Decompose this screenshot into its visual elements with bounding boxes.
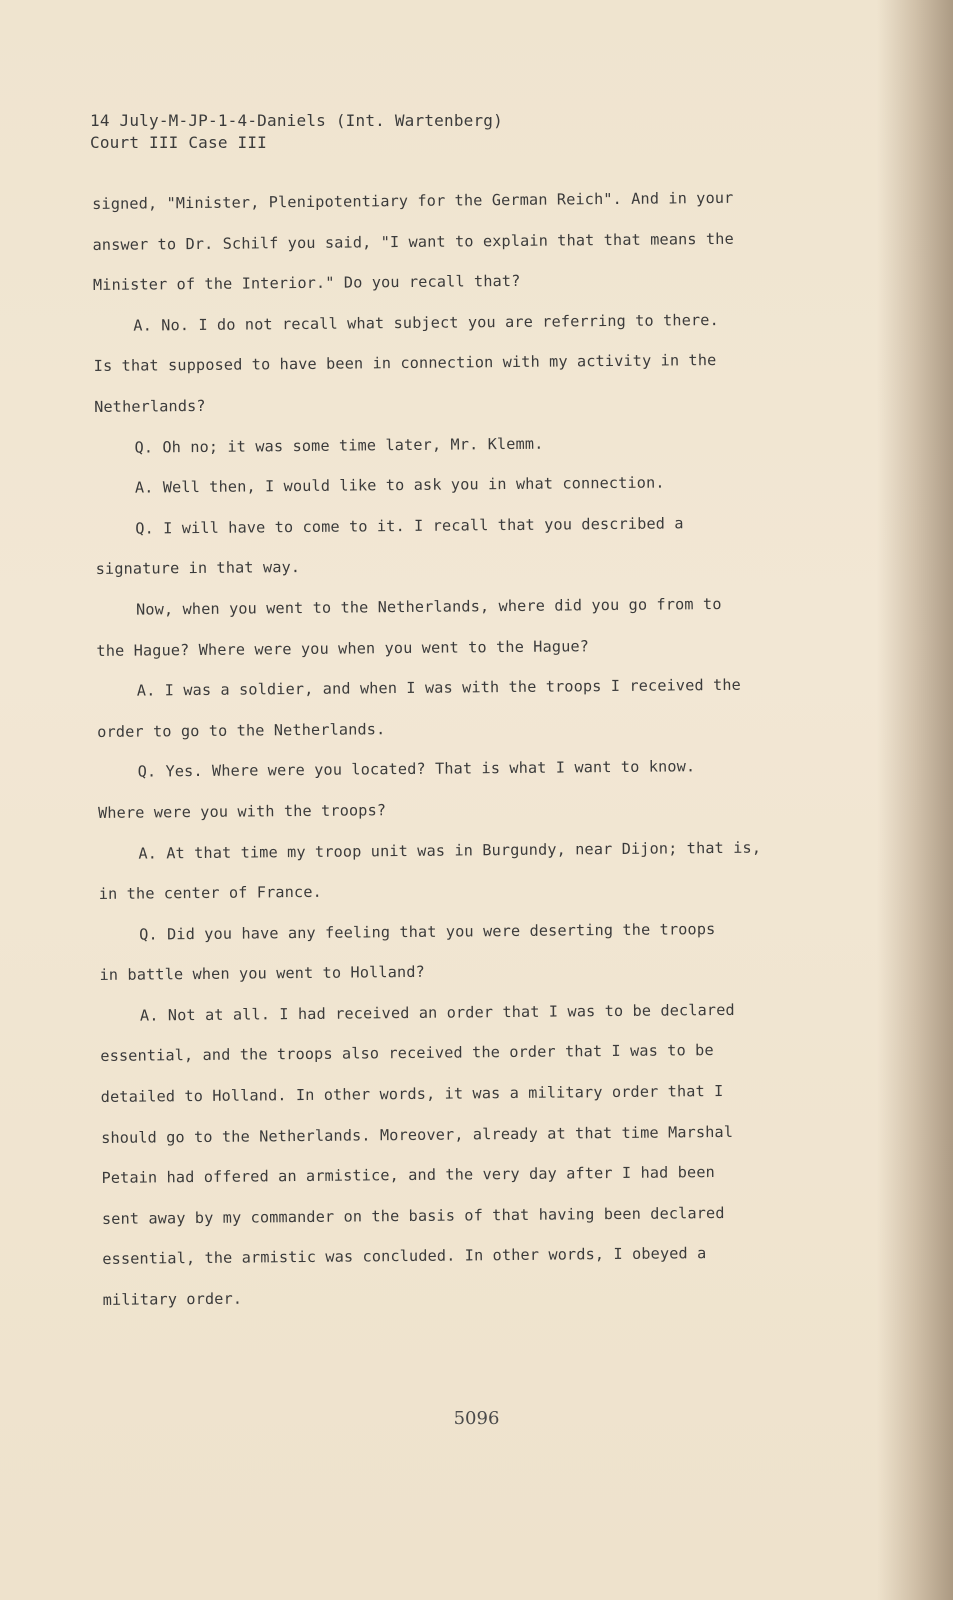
transcript-line: signature in that way.	[95, 558, 301, 579]
transcript-line: Petain had offered an armistice, and the very day after I had been	[101, 1163, 715, 1188]
transcript-line: Q. I will have to come to it. I recall that you described a	[135, 514, 684, 538]
transcript-line: Now, when you went to the Netherlands, where did you go from to	[136, 594, 722, 619]
transcript-line: Q. Oh no; it was some time later, Mr. Klemm.	[134, 434, 544, 457]
transcript-line: Minister of the Interior." Do you recall that?	[92, 272, 521, 295]
transcript-body	[92, 177, 833, 1321]
transcript-line: sent away by my commander on the basis of that having been declared	[101, 1203, 725, 1228]
transcript-line: essential, the armistic was concluded. In other words, I obeyed a	[102, 1244, 707, 1269]
transcript-line: A. At that time my troop unit was in Burgundy, near Dijon; that is,	[138, 838, 762, 863]
transcript-line: essential, and the troops also received the order that I was to be	[100, 1041, 714, 1066]
header-line-1: 14 July-M-JP-1-4-Daniels (Int. Wartenberg)	[90, 111, 503, 130]
header-line-2: Court III Case III	[90, 133, 267, 152]
transcript-line: Netherlands?	[94, 396, 206, 416]
transcript-line: in battle when you went to Holland?	[99, 963, 425, 985]
transcript-line: Is that supposed to have been in connection with my activity in the	[93, 351, 717, 376]
transcript-line: A. No. I do not recall what subject you are referring to there.	[133, 310, 719, 335]
transcript-line: A. Well then, I would like to ask you in what connection.	[134, 473, 665, 497]
transcript-line: military order.	[102, 1289, 243, 1309]
transcript-line: Q. Did you have any feeling that you were deserting the troops	[139, 919, 716, 944]
document-header	[90, 110, 503, 154]
transcript-line: Where were you with the troops?	[97, 801, 387, 822]
transcript-line: order to go to the Netherlands.	[97, 719, 386, 741]
transcript-line: should go to the Netherlands. Moreover, already at that time Marshal	[101, 1122, 734, 1147]
transcript-line: in the center of France.	[98, 882, 322, 904]
transcript-line: the Hague? Where were you when you went to the Hague?	[96, 636, 590, 660]
transcript-line: detailed to Holland. In other words, it was a military order that I	[100, 1082, 724, 1107]
transcript-line: Q. Yes. Where were you located? That is what I want to know.	[137, 757, 696, 781]
transcript-line: signed, "Minister, Plenipotentiary for the German Reich". And in your	[92, 188, 734, 213]
page-number: 5096	[453, 1408, 500, 1429]
transcript-line: A. Not at all. I had received an order that I was to be declared	[139, 1000, 735, 1025]
transcript-line: A. I was a soldier, and when I was with the troops I received the	[136, 675, 742, 700]
transcript-line: answer to Dr. Schilf you said, "I want to explain that that means the	[92, 229, 734, 254]
